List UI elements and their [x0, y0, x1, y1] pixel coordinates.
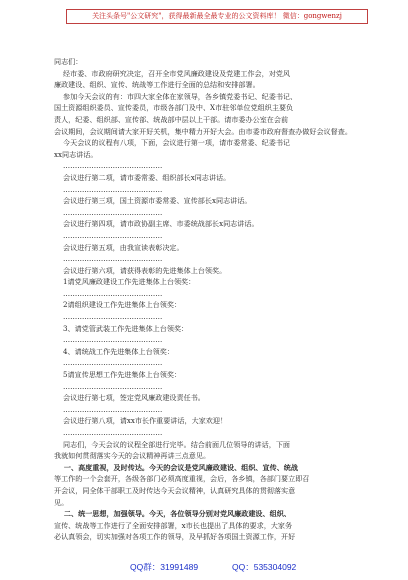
- promo-header: 关注头条号"公文研究"，获得最新最全最专业的公文资料库！ 微信：gongwenzj: [66, 9, 368, 24]
- text-line: 我就如何贯彻落实今天的会议精神再讲三点意见。: [54, 451, 211, 461]
- text-line: 会议进行第四项，请市政协副主席、市委统战部长x同志讲话。: [54, 219, 259, 229]
- text-line: 参加今天会议的有：市四大家全体在家领导，各乡镇党委书记、纪委书记、: [54, 91, 298, 101]
- text-line: 会议进行第六项，请获得表彰的先进集体上台领奖。: [54, 265, 227, 275]
- text-line: ……………………………………: [54, 230, 163, 240]
- text-line: 二、统一思想，加强领导。今天，各位领导分别对党风廉政建设、组织、: [54, 509, 291, 519]
- document-page: [54, 0, 372, 580]
- text-line: 会议进行第七项，签定党风廉政建设责任书。: [54, 393, 205, 403]
- text-line: 一、高度重视，及时传达。今天的会议是党风廉政建设、组织、宣传、统战: [54, 462, 298, 472]
- text-line: 必认真领会，切实加强对各项工作的领导，及早抓好各项国土资源工作，开好: [54, 532, 296, 542]
- text-line: 1请党风廉政建设工作先进集体上台领奖：: [54, 277, 196, 287]
- text-line: ……………………………………: [54, 184, 163, 194]
- text-line: 会议进行第三项，国土资源市委常委、宣传部长x同志讲话。: [54, 196, 252, 206]
- text-line: 3、请党管武装工作先进集体上台领奖：: [54, 323, 189, 333]
- text-line: 会议进行第五项，由我宣读表彰决定。: [54, 242, 184, 252]
- text-line: ……………………………………: [54, 161, 163, 171]
- document-body: [54, 56, 372, 543]
- text-line: ……………………………………: [54, 404, 163, 414]
- text-line: ……………………………………: [54, 207, 163, 217]
- text-line: 宣传、统战等工作进行了全面安排部署，x市长也提出了具体的要求，大家务: [54, 520, 293, 530]
- text-line: ……………………………………: [54, 381, 163, 391]
- text-line: 见。: [54, 497, 69, 507]
- text-line: ……………………………………: [54, 428, 163, 437]
- text-line: 开会议，同全体干部职工及时传达今天会议精神，认真研究具体的贯彻落实意: [54, 485, 296, 495]
- text-line: 国土资源组织委员、宣传委员，市级各部门及中、X市驻邻单位党组织主要负: [54, 103, 294, 113]
- text-line: ……………………………………: [54, 358, 163, 368]
- text-line: xx同志讲话。: [54, 149, 98, 159]
- qq-number-text: QQ：535304092: [232, 562, 297, 572]
- text-line: ……………………………………: [54, 312, 163, 322]
- text-line: ……………………………………: [54, 254, 163, 264]
- text-line: 会议期间，会议期间请大家开好关机，集中精力开好大会。由市委市政府督查办做好会议督查。: [54, 126, 352, 136]
- text-line: 经市委、市政府研究决定，召开全市党风廉政建设及党建工作会，对党风: [54, 68, 291, 78]
- text-line: 责人，纪委、组织部、宣传部、统战部中层以上干部。请市委办公室在会前: [54, 114, 289, 124]
- text-line: 今天会议的议程有八项，下面，会议进行第一项，请市委常委、纪委书记: [54, 138, 291, 148]
- text-line: ……………………………………: [54, 335, 163, 345]
- text-line: 2请组织建设工作先进集体上台领奖：: [54, 300, 182, 310]
- text-line: 会议进行第八项，请xx市长作重要讲话，大家欢迎！: [54, 416, 228, 426]
- text-line: ……………………………………: [54, 288, 163, 298]
- text-line: 5请宣传思想工作先进集体上台领奖：: [54, 370, 182, 380]
- qq-group-text: QQ群：31991489: [130, 562, 199, 572]
- text-line: 同志们，今天会议的议程全部进行完毕。结合前面几位领导的讲话，下面: [54, 439, 291, 449]
- text-line: 等工作的一个会套开，各级各部门必须高度重视，会后，各乡镇，各部门要立即召: [54, 474, 310, 484]
- text-line: 廉政建设、组织、宣传、统战等工作进行全面的总结和安排部署。: [54, 80, 260, 90]
- text-line: 4、请统战工作先进集体上台领奖：: [54, 346, 174, 356]
- text-line: 会议进行第二项，请市委常委、组织部长x同志讲话。: [54, 172, 231, 182]
- text-line: 同志们：: [54, 57, 83, 66]
